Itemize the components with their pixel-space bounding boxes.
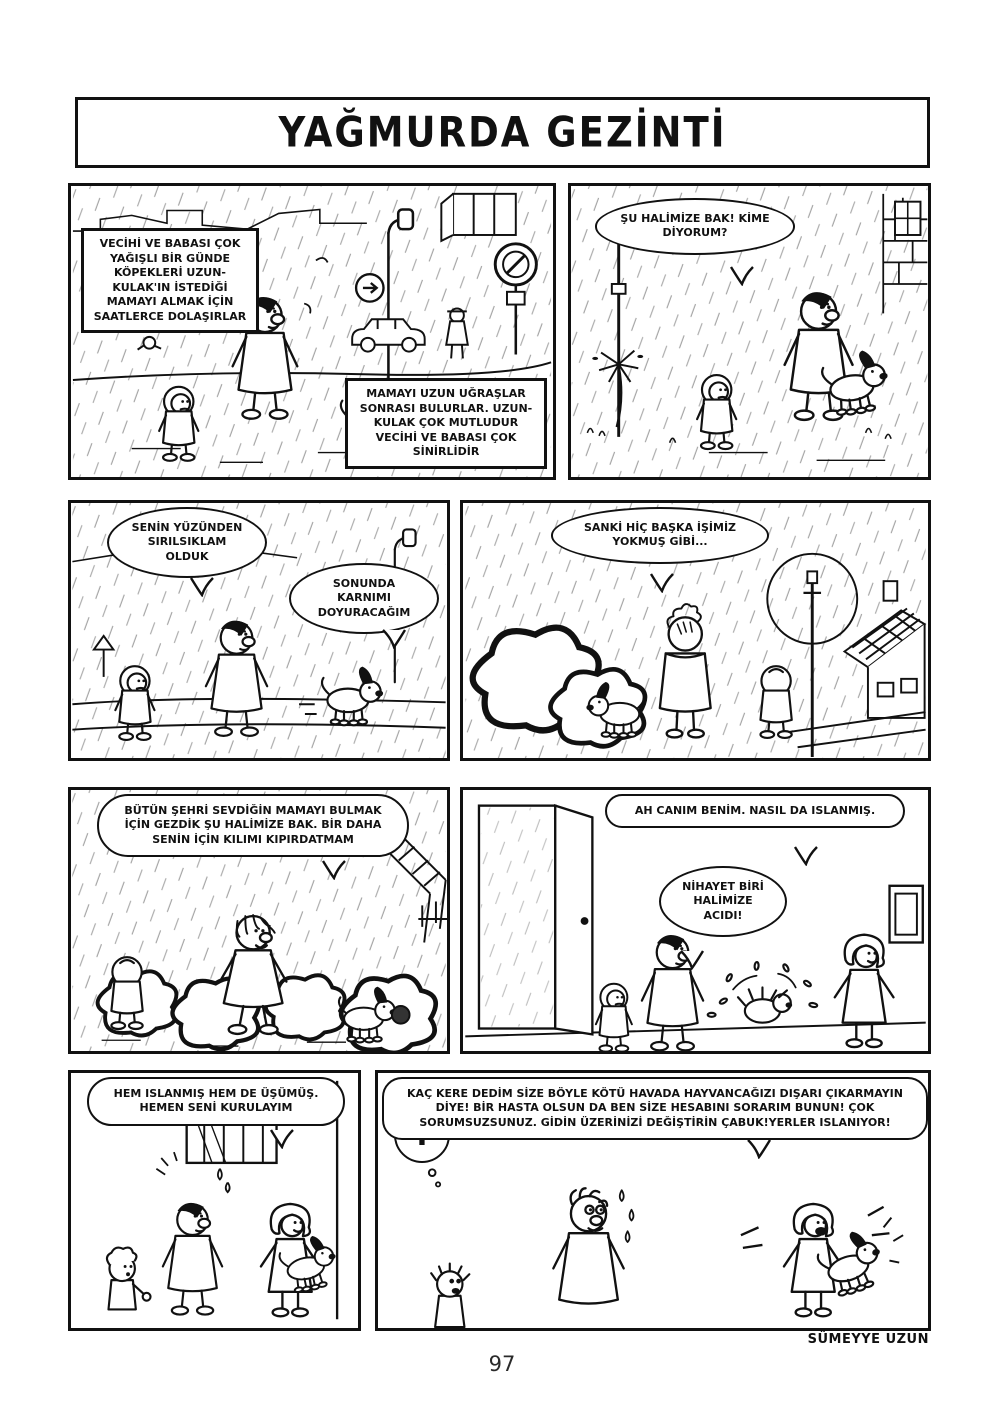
- open-door: [479, 806, 592, 1035]
- boy-shocked: [431, 1264, 469, 1328]
- bubble-text: AH CANIM BENİM. NASIL DA ISLANMIŞ.: [634, 804, 876, 817]
- thought-dots: [436, 1182, 440, 1186]
- panel-5: [68, 787, 450, 1054]
- bubble-text: BÜTÜN ŞEHRİ SEVDİĞİN MAMAYI BULMAK İÇİN GEZDİK ŞU HALİMİZE BAK. BİR DAHA SENİN İÇİN KILIMI KIPIRDATMAM: [124, 804, 382, 846]
- bubble-tail: [189, 577, 215, 597]
- caption-box: [345, 378, 547, 469]
- picture-frame: [890, 886, 923, 943]
- father-shocked: [553, 1188, 633, 1303]
- speech-bubble: [595, 198, 795, 255]
- bubble-tail: [679, 950, 705, 970]
- joy-marks: [884, 1218, 904, 1263]
- bubble-text: KAÇ KERE DEDİM SİZE BÖYLE KÖTÜ HAVADA HAYVANCAĞIZI DIŞARI ÇIKARMAYIN DİYE! BİR HASTA OLSUN DA BEN SİZE HESABINI SORARIM BUNUN! ÇOK SORUMSUZSUNUZ. GİDİN ÜZERİNİZİ DEĞİŞTİRİN ÇABUK!YERLER ISLANIYOR!: [407, 1087, 903, 1129]
- bubble-tail: [321, 860, 347, 880]
- boy-vecihi: [107, 1248, 151, 1310]
- arrow-sign: [356, 274, 383, 301]
- bubble-text: SENİN YÜZÜNDEN SIRILSIKLAM OLDUK: [131, 521, 243, 563]
- artist-signature: SÜMEYYE UZUN: [807, 1332, 929, 1347]
- bubble-tail: [269, 1129, 295, 1149]
- bubble-text: SONUNDA KARNIMI DOYURACAĞIM: [317, 577, 411, 619]
- window: [441, 194, 515, 241]
- page-number: 97: [488, 1352, 516, 1376]
- father: [163, 1203, 222, 1314]
- bubble-text: NİHAYET BİRİ HALİMİZE ACIDI!: [682, 880, 764, 922]
- page-title: YAĞMURDA GEZİNTİ: [278, 108, 727, 157]
- bubble-tail: [793, 846, 819, 866]
- speech-bubble: [97, 794, 409, 857]
- panel-6: [460, 787, 931, 1054]
- ball: [392, 1006, 410, 1024]
- window: [895, 202, 920, 235]
- panel-2: [568, 183, 931, 480]
- bubble-tail: [746, 1139, 772, 1159]
- bubble-text: ŞU HALİMİZE BAK! KİME DİYORUM?: [620, 212, 770, 240]
- mother-angry: [784, 1204, 843, 1316]
- bubble-text: SANKİ HİÇ BAŞKA İŞİMİZ YOKMUŞ GİBİ...: [583, 521, 737, 549]
- bubble-text: HEM ISLANMIŞ HEM DE ÜŞÜMÜŞ. HEMEN SENİ KURULAYIM: [113, 1087, 319, 1115]
- speech-bubble: [107, 507, 267, 578]
- bubble-tail: [649, 573, 675, 593]
- panel-3: [68, 500, 450, 761]
- boy-vecihi: [596, 984, 632, 1051]
- panel-7: [68, 1070, 361, 1331]
- speech-bubble: [659, 866, 787, 937]
- mother: [835, 935, 894, 1047]
- bubble-tail: [381, 629, 407, 649]
- caption-text: MAMAYI UZUN UĞRAŞLAR SONRASI BULURLAR. UZUN-KULAK ÇOK MUTLUDUR VECİHİ VE BABASI ÇOK SİNİRLİDİR: [359, 387, 533, 459]
- speech-bubble: [382, 1077, 928, 1140]
- speech-bubble: [289, 563, 439, 634]
- thought-dots: [429, 1169, 436, 1176]
- caption-text: VECİHİ VE BABASI ÇOK YAĞIŞLI BİR GÜNDE KÖPEKLERİ UZUN-KULAK'IN İSTEDİĞİ MAMAYI ALMAK İÇİN SAATLERCE DOLAŞIRLAR: [93, 237, 247, 323]
- panel-4: [460, 500, 931, 761]
- title-box: [75, 97, 930, 168]
- speech-bubble: [87, 1077, 345, 1126]
- speech-bubble: [605, 794, 905, 828]
- dog-shaking: [708, 962, 818, 1023]
- panel-8: [375, 1070, 931, 1331]
- panel-1: [68, 183, 556, 480]
- angry-mouth: [815, 1227, 827, 1236]
- speech-bubble: [551, 507, 769, 564]
- bubble-tail: [729, 266, 755, 286]
- caption-box: [81, 228, 259, 333]
